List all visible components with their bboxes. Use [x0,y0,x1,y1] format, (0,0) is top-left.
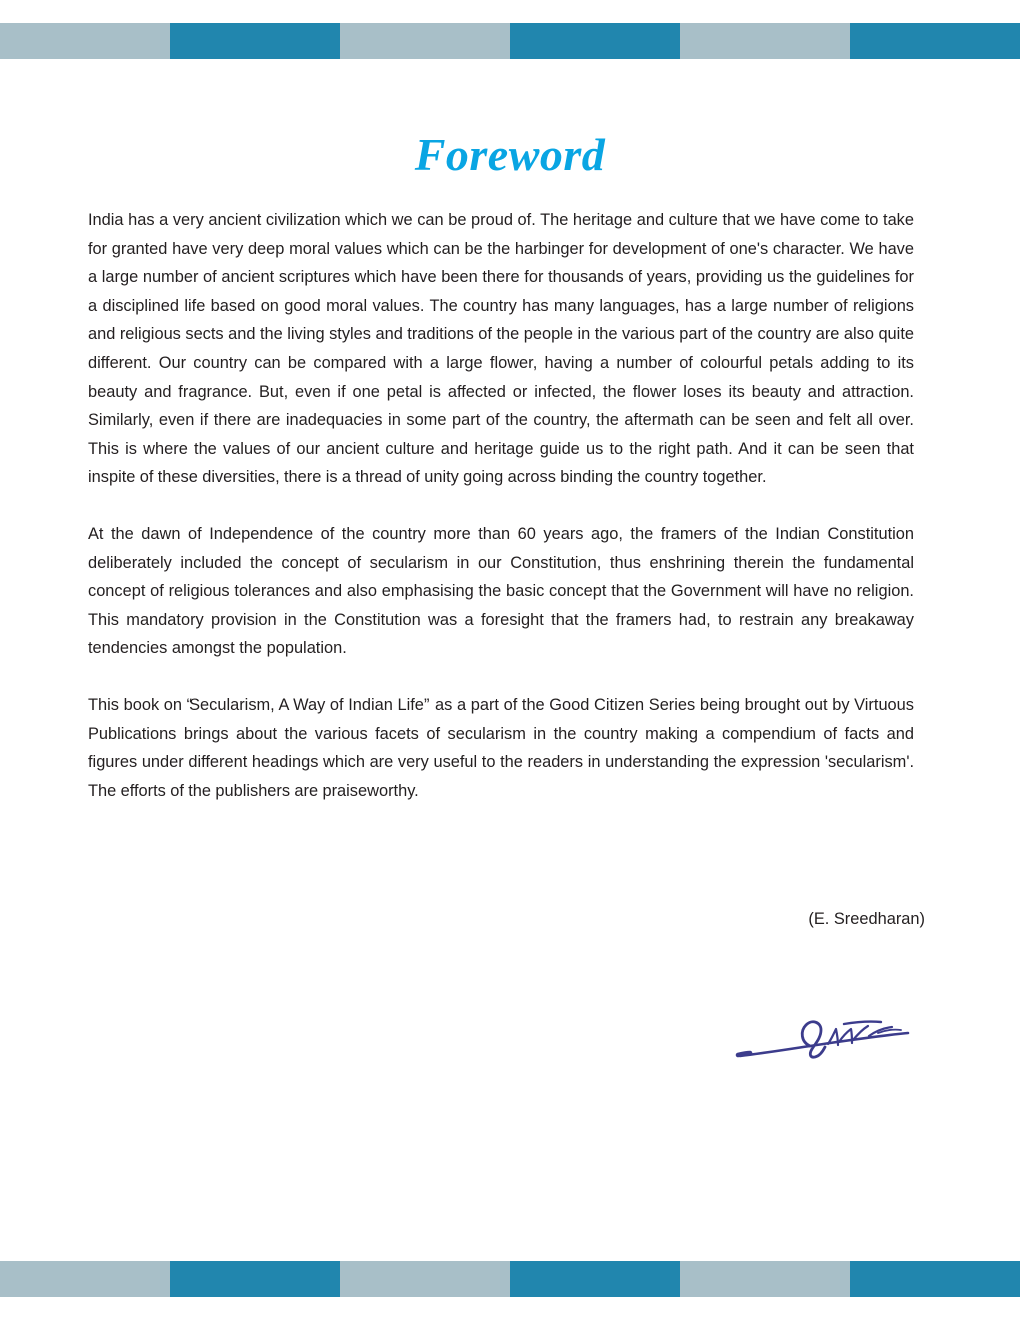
stripe-block [850,1261,1020,1297]
top-decorative-stripe [0,23,1020,59]
closing-quotation-mark: ” [423,695,431,714]
paragraph-3-lead-in: This book on [88,695,187,714]
book-title-quoted: Secularism, A Way of Indian Life [189,695,424,714]
paragraph-3 [88,691,914,805]
document-body [88,206,914,805]
stripe-block [170,1261,340,1297]
bottom-decorative-stripe [0,1261,1020,1297]
paragraph-2: At the dawn of Independence of the country more than 60 years ago, the framers of the Indian Constitution deliberately included the concept of secularism in our Constitution, thus enshrining therein the fundamental concept of religious tolerances and also emphasising the basic concept that the Government will have no religion. This mandatory provision in the Constitution was a foresight that the framers had, to restrain any breakaway tendencies amongst the population. [88,524,914,658]
stripe-block [510,1261,680,1297]
signature-name: (E. Sreedharan) [808,910,925,928]
handwritten-signature [726,1000,926,1072]
stripe-block [510,23,680,59]
paragraph-3-remainder: as a part of the Good Citizen Series being brought out by Virtuous Publications brings about the various facets of secularism in the country making a compendium of facts and figures under different headings which are very useful to the readers in understanding the expression 'secularism'. The efforts of the publishers are praiseworthy. [88,695,914,800]
page-title: Foreword [414,129,606,180]
paragraph-1: India has a very ancient civilization which we can be proud of. The heritage and culture that we have come to take for granted have very deep moral values which can be the harbinger for development of one's character. We have a large number of ancient scriptures which have been there for thousands of years, providing us the guidelines for a disciplined life based on good moral values. The country has many languages, has a large number of religions and religious sects and the living styles and traditions of the people in the various part of the country are also quite different. Our country can be compared with a large flower, having a number of colourful petals adding to its beauty and fragrance. But, even if one petal is affected or infected, the flower loses its beauty and attraction. Similarly, even if there are inadequacies in some part of the country, the aftermath can be seen and felt all over. This is where the values of our ancient culture and heritage guide us to the right path. And it can be seen that inspite of these diversities, there is a thread of unity going across binding the country together. [88,211,914,487]
stripe-block [170,23,340,59]
opening-quotation-mark: “ [186,695,190,714]
signature-ink-icon [726,1000,926,1072]
stripe-block [850,23,1020,59]
